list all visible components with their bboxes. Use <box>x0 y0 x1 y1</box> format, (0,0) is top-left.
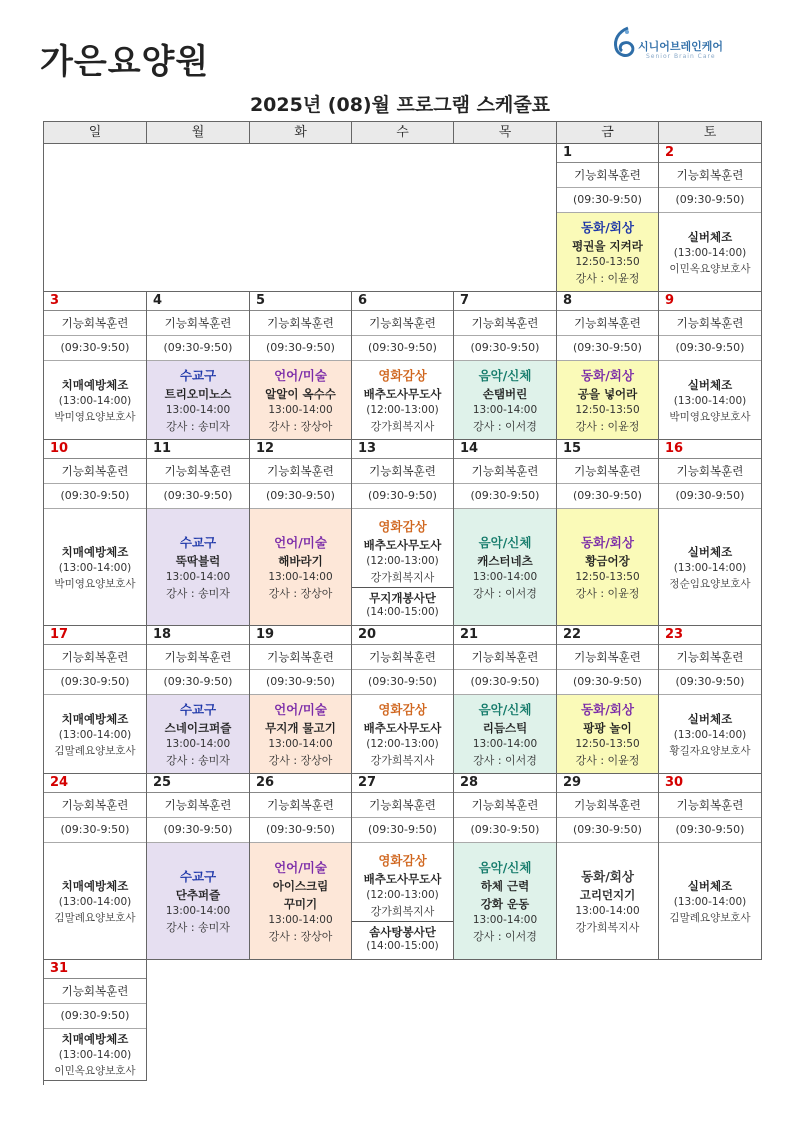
afternoon-activity <box>659 509 761 625</box>
afternoon-activity <box>454 361 556 439</box>
morning-time: (09:30-9:50) <box>250 818 351 843</box>
morning-program: 기능회복훈련 <box>44 793 146 818</box>
afternoon-activity <box>659 361 761 439</box>
day-number: 24 <box>44 774 146 793</box>
activity-title: 실버체조 <box>687 229 733 244</box>
day-cell <box>659 626 762 774</box>
day-cell <box>250 626 352 774</box>
day-number: 6 <box>352 292 453 311</box>
morning-program: 기능회복훈련 <box>352 311 453 336</box>
activity-category: 동화/회상 <box>581 869 634 884</box>
activity-category: 수교구 <box>179 702 217 717</box>
day-number: 15 <box>557 440 658 459</box>
activity-title: 캐스터네츠 <box>477 554 533 568</box>
morning-program: 기능회복훈련 <box>454 459 556 484</box>
morning-time: (09:30-9:50) <box>454 484 556 509</box>
activity-title: 배추도사무도사 <box>363 721 442 735</box>
activity-title: 해바라기 <box>278 554 323 568</box>
activity-time: 12:50-13:50 <box>575 738 640 750</box>
day-number: 17 <box>44 626 146 645</box>
day-header-tue: 화 <box>250 122 352 144</box>
afternoon-activity <box>454 695 556 773</box>
morning-time: (09:30-9:50) <box>352 818 453 843</box>
day-cell <box>250 440 352 626</box>
morning-program: 기능회복훈련 <box>557 311 658 336</box>
activity-category: 동화/회상 <box>581 535 634 550</box>
day-number: 20 <box>352 626 453 645</box>
schedule-title: 2025년 (08)월 프로그램 스케줄표 <box>249 94 551 116</box>
morning-time: (09:30-9:50) <box>250 670 351 695</box>
morning-program: 기능회복훈련 <box>44 645 146 670</box>
activity-teacher: 김말례요양보호사 <box>669 911 751 924</box>
activity-title-line2: 꾸미기 <box>283 897 318 911</box>
day-cell <box>147 440 250 626</box>
activity-title: 실버체조 <box>687 711 733 726</box>
activity-time: 13:00-14:00 <box>472 404 538 416</box>
afternoon-activity <box>557 509 658 625</box>
day-header-fri: 금 <box>557 122 659 144</box>
activity-title: 치매예방체조 <box>61 1032 129 1046</box>
activity-category: 수교구 <box>179 869 217 884</box>
activity-category: 음악/신체 <box>478 535 532 550</box>
morning-time: (09:30-9:50) <box>250 336 351 361</box>
activity-title: 치매예방체조 <box>61 711 129 726</box>
afternoon-activity <box>250 843 351 959</box>
morning-program: 기능회복훈련 <box>44 311 146 336</box>
afternoon-activity <box>557 213 658 291</box>
afternoon-activity <box>352 843 453 959</box>
afternoon-activity <box>352 361 453 439</box>
day-cell <box>659 144 762 292</box>
empty-cell <box>44 144 557 292</box>
activity-teacher: 이민옥요양보호사 <box>54 1065 136 1077</box>
activity-category: 수교구 <box>179 535 217 550</box>
brain-care-logo-icon <box>612 26 636 60</box>
day-cell <box>352 440 454 626</box>
activity-title-line2: 강화 운동 <box>480 897 530 911</box>
morning-time: (09:30-9:50) <box>659 818 761 843</box>
morning-time: (09:30-9:50) <box>44 1004 146 1029</box>
afternoon-activity <box>44 361 146 439</box>
morning-program: 기능회복훈련 <box>659 311 761 336</box>
day-cell <box>44 626 147 774</box>
activity-time: 13:00-14:00 <box>165 571 231 583</box>
activity-teacher: 강사 : 장상아 <box>268 930 333 943</box>
activity-category: 수교구 <box>179 368 217 383</box>
activity-time: 12:50-13:50 <box>575 571 640 583</box>
activity-title: 황금어장 <box>585 554 630 568</box>
activity-time: (13:00-14:00) <box>58 1049 132 1061</box>
activity-time: 13:00-14:00 <box>268 571 333 583</box>
empty-cell <box>147 960 762 1081</box>
day-cell <box>352 774 454 960</box>
day-number: 28 <box>454 774 556 793</box>
activity-teacher: 강가희복지사 <box>370 420 435 433</box>
brand-logo <box>612 26 762 66</box>
volunteer-block <box>352 921 453 952</box>
activity-time: (13:00-14:00) <box>673 895 747 908</box>
day-number: 1 <box>557 144 658 163</box>
activity-teacher: 강사 : 송미자 <box>166 587 230 600</box>
morning-time: (09:30-9:50) <box>250 484 351 509</box>
schedule-calendar <box>43 121 762 1085</box>
day-number: 29 <box>557 774 658 793</box>
activity-teacher: 강사 : 이윤정 <box>575 754 640 767</box>
morning-time: (09:30-9:50) <box>557 670 658 695</box>
morning-program: 기능회복훈련 <box>557 163 658 188</box>
day-cell <box>659 440 762 626</box>
activity-teacher: 강사 : 이서경 <box>473 587 537 600</box>
day-header-sun: 일 <box>44 122 147 144</box>
activity-time: 13:00-14:00 <box>268 738 333 750</box>
activity-title: 치매예방체조 <box>61 878 129 893</box>
day-cell <box>250 774 352 960</box>
morning-time: (09:30-9:50) <box>352 670 453 695</box>
morning-program: 기능회복훈련 <box>659 793 761 818</box>
activity-title: 알알이 옥수수 <box>265 387 336 401</box>
morning-program: 기능회복훈련 <box>352 645 453 670</box>
activity-category: 영화감상 <box>378 518 427 534</box>
morning-program: 기능회복훈련 <box>147 793 249 818</box>
volunteer-title: 무지개봉사단 <box>369 590 436 605</box>
activity-category: 영화감상 <box>378 852 427 868</box>
morning-program: 기능회복훈련 <box>44 979 146 1004</box>
activity-time: (13:00-14:00) <box>673 394 747 407</box>
morning-program: 기능회복훈련 <box>147 459 249 484</box>
morning-program: 기능회복훈련 <box>454 645 556 670</box>
day-cell <box>557 774 659 960</box>
morning-time: (09:30-9:50) <box>147 336 249 361</box>
morning-program: 기능회복훈련 <box>352 459 453 484</box>
activity-teacher: 박미영요양보호사 <box>54 410 136 423</box>
activity-title: 무지개 물고기 <box>265 721 336 735</box>
activity-time: (13:00-14:00) <box>58 561 132 574</box>
day-number: 14 <box>454 440 556 459</box>
day-cell <box>557 292 659 440</box>
day-cell <box>352 626 454 774</box>
day-number: 21 <box>454 626 556 645</box>
activity-teacher: 강사 : 이윤정 <box>575 272 640 285</box>
day-cell <box>147 292 250 440</box>
activity-time: (12:00-13:00) <box>366 738 439 750</box>
morning-time: (09:30-9:50) <box>44 336 146 361</box>
morning-time: (09:30-9:50) <box>44 818 146 843</box>
morning-time: (09:30-9:50) <box>147 818 249 843</box>
activity-title: 뚝딱블럭 <box>175 554 221 568</box>
afternoon-activity <box>454 509 556 625</box>
day-cell <box>352 292 454 440</box>
day-cell <box>659 292 762 440</box>
day-cell <box>454 774 557 960</box>
activity-time: (13:00-14:00) <box>673 728 747 741</box>
activity-title: 평권을 지켜라 <box>572 239 643 253</box>
activity-teacher: 김말례요양보호사 <box>54 911 136 924</box>
morning-time: (09:30-9:50) <box>352 336 453 361</box>
logo-text: 시니어브레인케어 <box>638 40 724 53</box>
activity-title: 단추퍼즐 <box>175 888 221 902</box>
morning-program: 기능회복훈련 <box>352 793 453 818</box>
day-cell <box>659 774 762 960</box>
activity-title: 트리오미노스 <box>164 387 232 401</box>
day-header-wed: 수 <box>352 122 454 144</box>
activity-time: (13:00-14:00) <box>58 728 132 741</box>
day-number: 19 <box>250 626 351 645</box>
activity-category: 음악/신체 <box>478 368 532 383</box>
day-number: 13 <box>352 440 453 459</box>
morning-time: (09:30-9:50) <box>659 336 761 361</box>
morning-program: 기능회복훈련 <box>557 793 658 818</box>
day-cell <box>44 960 147 1081</box>
day-cell <box>147 774 250 960</box>
activity-time: 12:50-13:50 <box>575 404 640 416</box>
day-cell <box>250 292 352 440</box>
activity-time: 12:50-13:50 <box>575 256 640 268</box>
afternoon-activity <box>659 843 761 959</box>
activity-teacher: 강사 : 장상아 <box>268 420 333 433</box>
activity-time: 13:00-14:00 <box>575 905 640 917</box>
morning-time: (09:30-9:50) <box>557 336 658 361</box>
activity-category: 언어/미술 <box>274 702 327 717</box>
afternoon-activity <box>659 695 761 773</box>
afternoon-activity <box>44 695 146 773</box>
activity-teacher: 강사 : 송미자 <box>166 921 230 934</box>
morning-program: 기능회복훈련 <box>557 459 658 484</box>
day-number: 2 <box>659 144 761 163</box>
afternoon-activity <box>659 213 761 291</box>
morning-time: (09:30-9:50) <box>557 484 658 509</box>
morning-time: (09:30-9:50) <box>454 336 556 361</box>
morning-time: (09:30-9:50) <box>44 484 146 509</box>
volunteer-time: (14:00-15:00) <box>366 605 439 618</box>
activity-title: 스네이크퍼즐 <box>164 721 232 735</box>
activity-time: (13:00-14:00) <box>673 246 747 259</box>
activity-teacher: 이민옥요양보호사 <box>669 262 751 275</box>
activity-teacher: 김말례요양보호사 <box>54 744 136 757</box>
activity-title: 실버체조 <box>687 544 733 559</box>
day-number: 30 <box>659 774 761 793</box>
day-header-thu: 목 <box>454 122 557 144</box>
activity-category: 언어/미술 <box>274 535 327 550</box>
activity-teacher: 강사 : 송미자 <box>166 754 230 767</box>
day-cell <box>44 774 147 960</box>
day-number: 8 <box>557 292 658 311</box>
day-cell <box>147 626 250 774</box>
activity-title: 치매예방체조 <box>61 377 129 392</box>
activity-teacher: 강사 : 이서경 <box>473 420 537 433</box>
activity-teacher: 강사 : 송미자 <box>166 420 230 433</box>
activity-title: 치매예방체조 <box>61 544 129 559</box>
activity-category: 언어/미술 <box>274 860 327 875</box>
activity-teacher: 강가희복지사 <box>370 570 435 584</box>
day-number: 27 <box>352 774 453 793</box>
activity-teacher: 강가희복지사 <box>370 904 435 918</box>
activity-time: (13:00-14:00) <box>58 394 132 407</box>
activity-title: 공을 넣어라 <box>577 387 638 401</box>
day-number: 26 <box>250 774 351 793</box>
day-number: 9 <box>659 292 761 311</box>
activity-teacher: 강사 : 이윤정 <box>575 420 640 433</box>
day-cell <box>454 292 557 440</box>
day-cell <box>454 626 557 774</box>
activity-category: 언어/미술 <box>274 368 327 383</box>
morning-program: 기능회복훈련 <box>659 163 761 188</box>
activity-teacher: 강사 : 장상아 <box>268 754 333 767</box>
activity-title: 배추도사무도사 <box>363 871 442 886</box>
activity-category: 동화/회상 <box>581 220 634 235</box>
morning-program: 기능회복훈련 <box>454 793 556 818</box>
activity-teacher: 강가희복지사 <box>575 921 640 934</box>
afternoon-activity <box>44 509 146 625</box>
morning-program: 기능회복훈련 <box>147 645 249 670</box>
activity-time: 13:00-14:00 <box>472 738 538 750</box>
activity-category: 동화/회상 <box>581 368 634 383</box>
day-cell <box>557 626 659 774</box>
morning-program: 기능회복훈련 <box>44 459 146 484</box>
afternoon-activity <box>250 509 351 625</box>
day-cell <box>454 440 557 626</box>
morning-time: (09:30-9:50) <box>44 670 146 695</box>
activity-title: 리듬스틱 <box>482 721 528 735</box>
day-number: 22 <box>557 626 658 645</box>
activity-category: 영화감상 <box>378 368 427 383</box>
day-cell <box>44 292 147 440</box>
activity-time: 13:00-14:00 <box>472 571 538 583</box>
activity-title: 고리던지기 <box>579 888 636 902</box>
activity-time: 13:00-14:00 <box>472 914 538 926</box>
afternoon-activity <box>44 1029 146 1080</box>
day-cell <box>557 440 659 626</box>
activity-title: 배추도사무도사 <box>363 387 442 401</box>
activity-title: 팡팡 놀이 <box>583 721 632 735</box>
afternoon-activity <box>250 361 351 439</box>
day-header-sat: 토 <box>659 122 762 144</box>
activity-title: 실버체조 <box>687 377 733 392</box>
afternoon-activity <box>147 843 249 959</box>
morning-time: (09:30-9:50) <box>557 818 658 843</box>
morning-time: (09:30-9:50) <box>659 484 761 509</box>
morning-time: (09:30-9:50) <box>454 670 556 695</box>
day-number: 7 <box>454 292 556 311</box>
day-number: 25 <box>147 774 249 793</box>
activity-teacher: 강가희복지사 <box>370 754 435 767</box>
day-number: 31 <box>44 960 146 979</box>
activity-category: 음악/신체 <box>478 702 532 717</box>
morning-time: (09:30-9:50) <box>557 188 658 213</box>
afternoon-activity <box>557 695 658 773</box>
activity-title: 손탬버린 <box>482 387 528 401</box>
afternoon-activity <box>352 509 453 625</box>
activity-teacher: 강사 : 이서경 <box>473 930 537 943</box>
day-number: 12 <box>250 440 351 459</box>
activity-time: (12:00-13:00) <box>366 404 439 416</box>
activity-title: 배추도사무도사 <box>363 537 442 552</box>
activity-teacher: 강사 : 이윤정 <box>575 587 640 600</box>
activity-teacher: 박미영요양보호사 <box>54 577 136 590</box>
activity-title: 하체 근력 <box>480 879 530 893</box>
activity-category: 영화감상 <box>378 702 427 717</box>
afternoon-activity <box>454 843 556 959</box>
afternoon-activity <box>557 361 658 439</box>
morning-program: 기능회복훈련 <box>557 645 658 670</box>
morning-program: 기능회복훈련 <box>250 459 351 484</box>
day-number: 11 <box>147 440 249 459</box>
day-number: 3 <box>44 292 146 311</box>
activity-title: 아이스크림 <box>272 879 329 893</box>
morning-time: (09:30-9:50) <box>147 484 249 509</box>
morning-time: (09:30-9:50) <box>659 670 761 695</box>
day-header-mon: 월 <box>147 122 250 144</box>
activity-time: (13:00-14:00) <box>673 561 747 574</box>
day-number: 4 <box>147 292 249 311</box>
activity-teacher: 정순임요양보호사 <box>669 577 751 590</box>
facility-name: 가은요양원 <box>40 42 210 82</box>
day-number: 10 <box>44 440 146 459</box>
morning-program: 기능회복훈련 <box>659 459 761 484</box>
activity-time: 13:00-14:00 <box>165 905 231 917</box>
afternoon-activity <box>147 509 249 625</box>
afternoon-activity <box>250 695 351 773</box>
volunteer-time: (14:00-15:00) <box>366 939 439 952</box>
day-number: 5 <box>250 292 351 311</box>
activity-teacher: 강사 : 장상아 <box>268 587 333 600</box>
morning-program: 기능회복훈련 <box>454 311 556 336</box>
activity-category: 동화/회상 <box>581 702 634 717</box>
activity-teacher: 박미영요양보호사 <box>669 410 751 423</box>
volunteer-title: 솜사탕봉사단 <box>369 924 436 939</box>
afternoon-activity <box>147 695 249 773</box>
afternoon-activity <box>352 695 453 773</box>
morning-program: 기능회복훈련 <box>250 793 351 818</box>
morning-program: 기능회복훈련 <box>250 311 351 336</box>
morning-program: 기능회복훈련 <box>250 645 351 670</box>
afternoon-activity <box>557 843 658 959</box>
morning-time: (09:30-9:50) <box>147 670 249 695</box>
activity-time: 13:00-14:00 <box>268 404 333 416</box>
activity-category: 음악/신체 <box>478 860 532 875</box>
day-cell <box>557 144 659 292</box>
day-cell <box>44 440 147 626</box>
morning-time: (09:30-9:50) <box>454 818 556 843</box>
day-number: 23 <box>659 626 761 645</box>
activity-time: 13:00-14:00 <box>268 914 333 926</box>
morning-program: 기능회복훈련 <box>659 645 761 670</box>
activity-title: 실버체조 <box>687 878 733 893</box>
day-number: 18 <box>147 626 249 645</box>
activity-time: 13:00-14:00 <box>165 738 231 750</box>
activity-time: (12:00-13:00) <box>366 554 439 567</box>
logo-subtext: Senior Brain Care <box>646 53 716 60</box>
morning-time: (09:30-9:50) <box>352 484 453 509</box>
activity-time: (13:00-14:00) <box>58 895 132 908</box>
morning-program: 기능회복훈련 <box>147 311 249 336</box>
activity-teacher: 강사 : 이서경 <box>473 754 537 767</box>
activity-time: (12:00-13:00) <box>366 888 439 901</box>
afternoon-activity <box>44 843 146 959</box>
afternoon-activity <box>147 361 249 439</box>
morning-time: (09:30-9:50) <box>659 188 761 213</box>
day-number: 16 <box>659 440 761 459</box>
activity-time: 13:00-14:00 <box>165 404 231 416</box>
activity-teacher: 황길자요양보호사 <box>669 744 751 757</box>
volunteer-block <box>352 587 453 618</box>
